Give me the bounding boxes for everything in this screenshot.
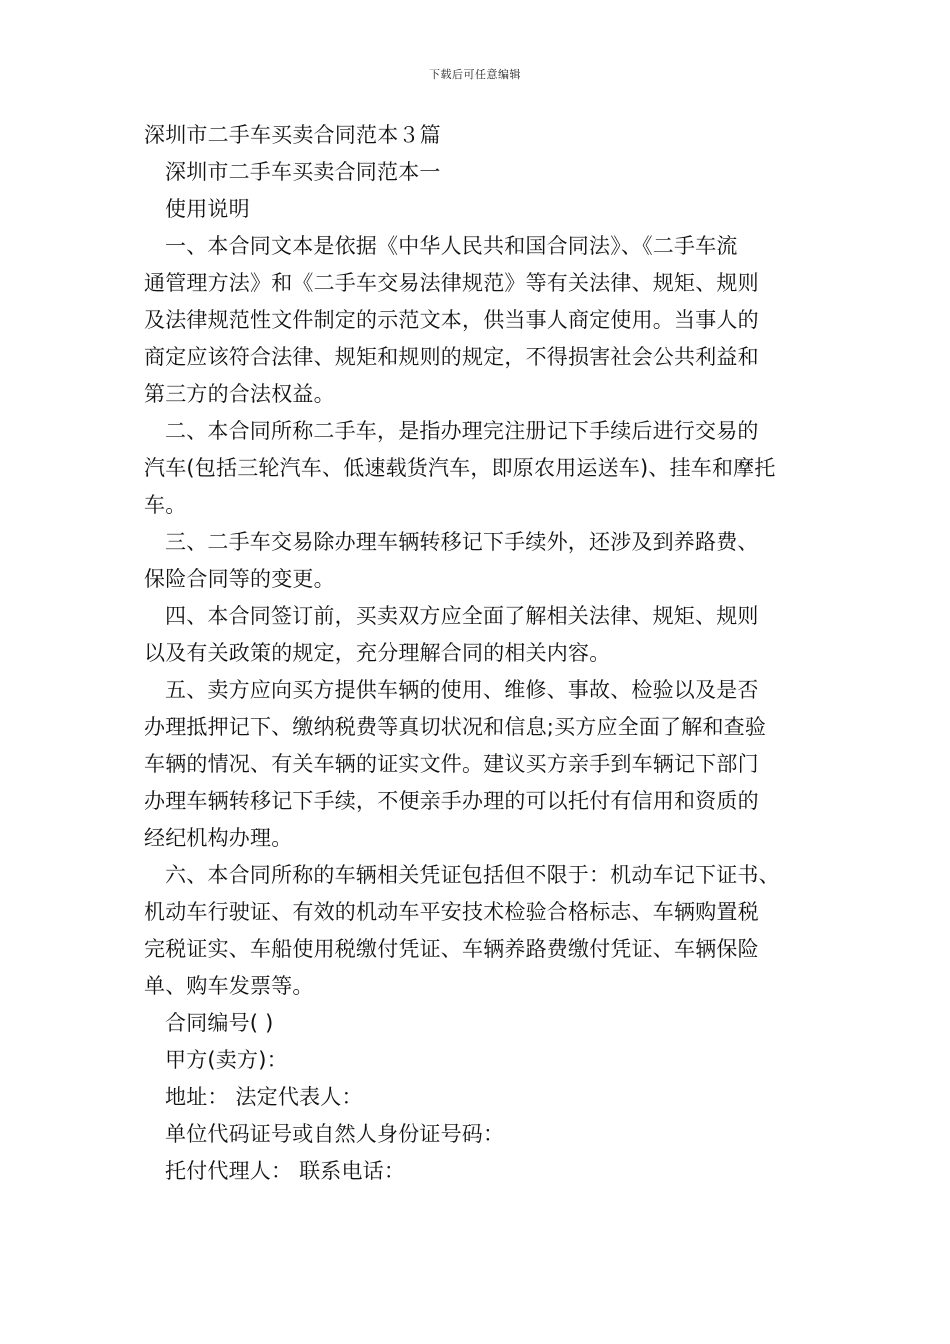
- page-header-note: 下载后可任意编辑: [429, 68, 521, 81]
- clause-line: 五、卖方应向买方提供车辆的使用、维修、事故、检验以及是否: [165, 678, 759, 702]
- clause-line: 及法律规范性文件制定的示范文本，供当事人商定使用。当事人的: [144, 308, 759, 332]
- clause-line: 办理抵押记下、缴纳税费等真切状况和信息;买方应全面了解和查验: [144, 715, 767, 739]
- id-number-field: 单位代码证号或自然人身份证号码：: [165, 1122, 505, 1146]
- clause-line: 单、购车发票等。: [144, 974, 314, 998]
- clause-line: 以及有关政策的规定，充分理解合同的相关内容。: [144, 641, 611, 665]
- clause-line: 保险合同等的变更。: [144, 567, 335, 591]
- document-title: 深圳市二手车买卖合同范本３篇: [144, 123, 441, 147]
- clause-line: 三、二手车交易除办理车辆转移记下手续外，还涉及到养路费、: [165, 530, 759, 554]
- agent-phone-field: 托付代理人： 联系电话：: [165, 1159, 406, 1183]
- document-subtitle: 深圳市二手车买卖合同范本一: [165, 160, 441, 184]
- clause-line: 完税证实、车船使用税缴付凭证、车辆养路费缴付凭证、车辆保险: [144, 937, 759, 961]
- clause-line: 汽车(包括三轮汽车、低速载货汽车，即原农用运送车)、挂车和摩托: [144, 456, 776, 480]
- clause-line: 机动车行驶证、有效的机动车平安技术检验合格标志、车辆购置税: [144, 900, 759, 924]
- clause-line: 四、本合同签订前，买卖双方应全面了解相关法律、规矩、规则: [165, 604, 759, 628]
- clause-line: 第三方的合法权益。: [144, 382, 335, 406]
- contract-number-field: 合同编号( ): [165, 1011, 274, 1035]
- clause-line: 二、本合同所称二手车，是指办理完注册记下手续后进行交易的: [165, 419, 759, 443]
- clause-line: 办理车辆转移记下手续，不便亲手办理的可以托付有信用和资质的: [144, 789, 759, 813]
- address-representative-field: 地址： 法定代表人：: [165, 1085, 363, 1109]
- clause-line: 通管理方法》和《二手车交易法律规范》等有关法律、规矩、规则: [144, 271, 759, 295]
- clause-line: 商定应该符合法律、规矩和规则的规定，不得损害社会公共利益和: [144, 345, 759, 369]
- clause-line: 一、本合同文本是依据《中华人民共和国合同法》、《二手车流: [165, 234, 738, 258]
- section-heading: 使用说明: [165, 197, 250, 221]
- clause-line: 六、本合同所称的车辆相关凭证包括但不限于：机动车记下证书、: [165, 863, 780, 887]
- party-a-field: 甲方(卖方)：: [165, 1048, 288, 1072]
- clause-line: 经纪机构办理。: [144, 826, 293, 850]
- clause-line: 车辆的情况、有关车辆的证实文件。建议买方亲手到车辆记下部门: [144, 752, 759, 776]
- clause-line: 车。: [144, 493, 187, 517]
- document-body: [144, 117, 814, 1190]
